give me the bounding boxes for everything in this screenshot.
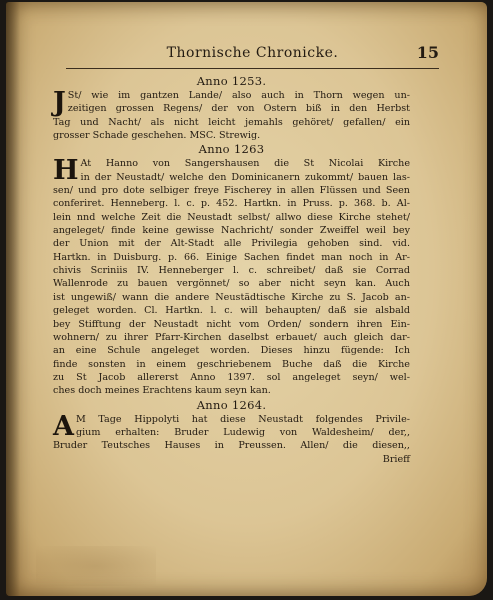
running-title: Thornische Chronicke. [166, 45, 339, 61]
text-line: lein nnd welche Zeit die Neustadt selbst/ allwo diese Kirche stehet/ [53, 211, 410, 223]
text-line: zu St Jacob allererst Anno 1397. sol angeleget seyn/ wel- [53, 371, 410, 383]
text-line: At Hanno von Sangershausen die St Nicolai Kirche [80, 158, 410, 170]
text-line: bey Stifftung der Neustadt nicht vom Orden/ sondern ihren Ein- [53, 318, 410, 330]
page-number: 15 [416, 43, 439, 62]
text-line: M Tage Hippolyti hat diese Neustadt folgendes Privile- [75, 413, 410, 425]
drop-capital: A [53, 410, 74, 442]
text-line: an eine Schule angeleget worden. Dieses hinzu fügende: Ich [53, 345, 410, 357]
text-line: grosser Schade geschehen. MSC. Strewig. [53, 130, 261, 142]
year-heading: Anno 1264. [196, 397, 267, 412]
text-line: angeleget/ finde keine gewisse Nachricht/ sonder Zweiffel weil bey [53, 225, 410, 237]
paper-stain [36, 546, 156, 586]
text-line: der Union mit der Alt-Stadt alle Privilegia gehoben sind. vid. [53, 238, 410, 250]
text-line: finde sonsten in einem geschriebenem Buche daß die Kirche [53, 358, 410, 370]
running-header [66, 42, 439, 69]
text-line: ches doch meines Erachtens kaum seyn kan. [53, 385, 271, 397]
text-line: Wallenrode zu bauen vergönnet/ so aber nicht seyn kan. Auch [53, 278, 410, 290]
text-line: ist ungewiß/ wann die andere Neustädtische Kirche zu S. Jacob an- [53, 291, 410, 303]
page-body [53, 74, 410, 466]
entry-paragraph [53, 157, 410, 397]
text-line: gium erhalten: Bruder Ludewig von Waldesheim/ der,, [75, 426, 410, 438]
drop-capital: J [53, 87, 66, 118]
entry-paragraph [53, 89, 410, 142]
text-line: geleget worden. Cl. Hartkn. l. c. will behaupten/ daß sie alsbald [53, 305, 410, 317]
text-line: St/ wie im gantzen Lande/ also auch in Thorn wegen un- [67, 90, 410, 101]
text-line: Tag und Nacht/ als nicht leicht jemahls gehöret/ gefallen/ ein [53, 116, 410, 128]
text-line: in der Neustadt/ welche den Dominicanern zukommt/ bauen las- [80, 171, 410, 183]
text-line: Hartkn. in Duisburg. p. 66. Einige Sachen findet man noch in Ar- [53, 251, 410, 263]
text-line: chivis Scriniis IV. Henneberger l. c. schreibet/ daß sie Corrad [53, 265, 410, 277]
year-heading: Anno 1263 [198, 142, 265, 157]
drop-capital: H [53, 155, 79, 187]
text-line: sen/ und pro dote selbiger freye Fischerey in allen Flüssen und Seen [53, 185, 410, 197]
text-line: zeitigen grossen Regens/ der von Ostern biß in den Herbst [67, 103, 410, 115]
catchword: Brieff [382, 453, 410, 465]
page-gutter-shadow [6, 2, 20, 596]
book-page [6, 2, 487, 596]
year-heading: Anno 1253. [196, 74, 267, 88]
entry-paragraph [53, 410, 410, 466]
text-line: conferiret. Henneberg. l. c. p. 452. Hartkn. in Pruss. p. 368. b. Al- [53, 198, 410, 210]
text-line: Bruder Teutsches Hauses in Preussen. Allen/ die diesen,, [53, 440, 410, 452]
text-line: wohnern/ zu ihrer Pfarr-Kirchen daselbst erbauet/ auch gleich dar- [53, 331, 410, 343]
